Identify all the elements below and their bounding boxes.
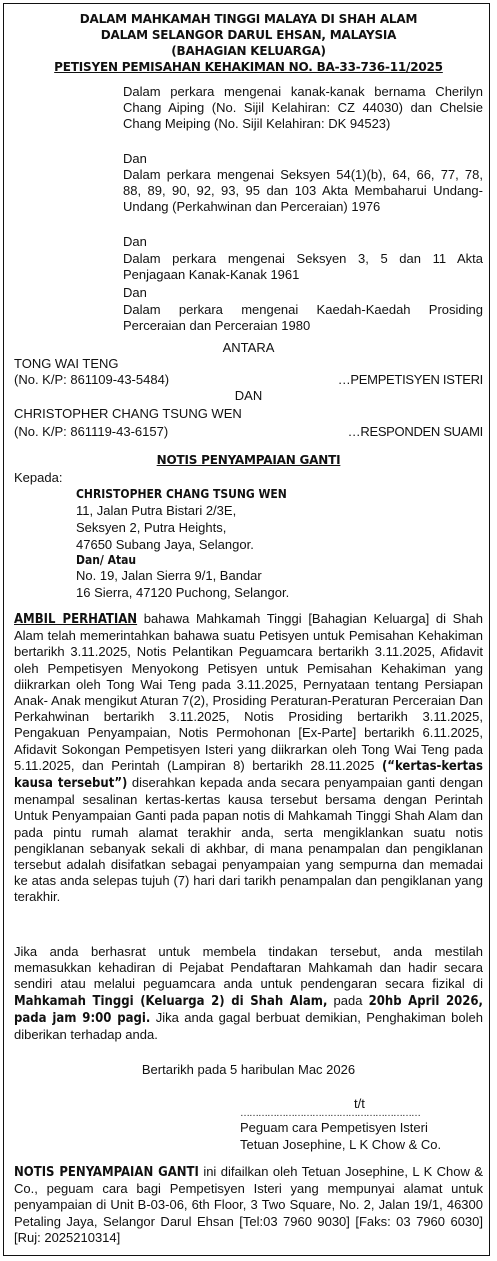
antara-label: ANTARA bbox=[222, 340, 275, 355]
dan-label: DAN bbox=[234, 388, 263, 403]
signature-line: …………………………………………………… bbox=[240, 1108, 420, 1119]
paragraph-2-text-end: Jika anda gagal berbuat demikian, Penghakiman boleh diberikan terhadap anda. bbox=[14, 1009, 483, 1043]
paragraph-1-text-end: diserahkan kepada anda secara penyampaian ganti dengan menampal sesalinan kertas-kertas kausa tersebut bersama dengan Perintah Untuk Penyampaian Ganti pada papan notis di Mahkamah Tinggi Shah Alam dan pada pintu rumah alamat terakhir anda, serta mengiklankan suatu notis pengiklanan sebanyak sekali di akhbar, di mana penampalan dan pengiklanan tersebut adalah disifatkan sebagai penyampaian yang sempurna dan memadai ke atas anda selepas tujuh (7) hari dari tarikh penampalan dan pengiklanan yang terakhir. bbox=[14, 775, 483, 905]
petitioner-name: TONG WAI TENG bbox=[14, 356, 119, 371]
recipient-address-2: Seksyen 2, Putra Heights, bbox=[76, 520, 227, 535]
recipient-address-3: 47650 Subang Jaya, Selangor. bbox=[76, 537, 254, 552]
recipient-address-4: No. 19, Jalan Sierra 9/1, Bandar bbox=[76, 568, 262, 583]
ambil-perhatian: AMBIL PERHATIAN bbox=[14, 612, 138, 627]
petitioner-id: (No. K/P: 861109-43-5484) bbox=[14, 372, 170, 387]
matter-statute-1961: Dalam perkara mengenai Seksyen 3, 5 dan 11 Akta Penjagaan Kanak-Kanak 1961 bbox=[123, 251, 483, 283]
matter-children: Dalam perkara mengenai kanak-kanak bernama Cherilyn Chang Aiping (No. Sijil Kelahiran: CZ 44030) dan Chelsie Chang Meiping (No. Sijil Kelahiran: DK 94523) bbox=[123, 84, 483, 132]
petitioner-role: …PEMPETISYEN ISTERI bbox=[337, 372, 483, 387]
notice-paragraph-2 bbox=[14, 944, 483, 1043]
court-name: DALAM MAHKAMAH TINGGI MALAYA DI SHAH ALAM bbox=[79, 12, 418, 26]
hearing-date: 20hb April 2026, pada jam 9:00 pagi. bbox=[14, 993, 483, 1026]
paragraph-1-text: bahawa Mahkamah Tinggi [Bahagian Keluarga] di Shah Alam telah memerintahkan bahawa suatu Petisyen untuk Pemisahan Kehakiman bertarikh 3.11.2025, Notis Pelantikan Peguamcara bertarikh 3.11.2025, Afidavit oleh Pempetisyen Menyokong Petisyen untuk Pemisahan Kehakiman yang diikrarkan oleh Tong Wai Teng pada 3.11.2025, Pernyataan tentang Persiapan Anak- Anak mengikut Aturan 7(2), Prosiding Peraturan-Peraturan Perceraian Dan Perkahwinan bertarikh 3.11.2025, Notis Prosiding bertarikh 3.11.2025, Pengakuan Penyampaian, Notis Permohonan [Ex-Parte] bertarikh 6.11.2025, Afidavit Sokongan Pempetisyen Isteri yang diikrarkan oleh Tong Wai Teng pada 5.11.2025, dan Perintah (Lampiran 8) bertarikh 28.11.2025 bbox=[14, 611, 484, 773]
filing-note-lead: NOTIS PENYAMPAIAN GANTI bbox=[14, 1165, 199, 1180]
petition-number: PETISYEN PEMISAHAN KEHAKIMAN NO. BA-33-736-11/2025 bbox=[54, 60, 443, 74]
recipient-address-1: 11, Jalan Putra Bistari 2/3E, bbox=[76, 503, 237, 518]
filing-note bbox=[14, 1164, 483, 1246]
signature-firm: Tetuan Josephine, L K Chow & Co. bbox=[240, 1137, 442, 1152]
signature-mark: t/t bbox=[354, 1096, 365, 1111]
matter-statute-1976: Dalam perkara mengenai Seksyen 54(1)(b), 64, 66, 77, 78, 88, 89, 90, 92, 93, 95 dan 103 Akta Membaharui Undang-Undang (Perkahwinan dan Perceraian) 1976 bbox=[123, 167, 483, 215]
recipient-or: Dan/ Atau bbox=[76, 553, 137, 567]
paragraph-2-text: Jika anda berhasrat untuk membela tindakan tersebut, anda mestilah memasukkan kehadiran di Pejabat Pendaftaran Mahkamah dan hadir secara sendiri atau melalui peguamcara anda untuk pendengaran secara fizikal di bbox=[14, 944, 483, 992]
matter-rules-1980: Dalam perkara mengenai Kaedah-Kaedah Prosiding Perceraian dan Perceraian 1980 bbox=[123, 302, 483, 334]
kertas-kausa-term: (“kertas-kertas kausa tersebut”) bbox=[14, 758, 483, 792]
kepada-label: Kepada: bbox=[14, 470, 63, 485]
paragraph-2-pada: pada bbox=[327, 992, 369, 1008]
dated-line: Bertarikh pada 5 haribulan Mac 2026 bbox=[141, 1062, 356, 1077]
respondent-id: (No. K/P: 861119-43-6157) bbox=[14, 424, 169, 439]
recipient-name: CHRISTOPHER CHANG TSUNG WEN bbox=[76, 487, 287, 501]
court-state: DALAM SELANGOR DARUL EHSAN, MALAYSIA bbox=[100, 28, 397, 42]
notice-title: NOTIS PENYAMPAIAN GANTI bbox=[156, 453, 341, 467]
recipient-address-5: 16 Sierra, 47120 Puchong, Selangor. bbox=[76, 585, 290, 600]
respondent-name: CHRISTOPHER CHANG TSUNG WEN bbox=[14, 406, 242, 421]
matter-dan-1: Dan bbox=[123, 151, 147, 166]
signature-role: Peguam cara Pempetisyen Isteri bbox=[240, 1120, 428, 1135]
matter-dan-2: Dan bbox=[123, 234, 147, 249]
court-division: (BAHAGIAN KELUARGA) bbox=[171, 44, 326, 58]
filing-note-text: ini difailkan oleh Tetuan Josephine, L K Chow & Co., peguam cara bagi Pempetisyen Isteri yang mempunyai alamat untuk penyampaian di Unit B-03-06, 6th Floor, 3 Two Square, No. 2, Jalan 19/1, 46300 Petaling Jaya, Selangor Darul Ehsan [Tel:03 7960 9030] [Faks: 03 7960 6030] [Ruj: 2025210314] bbox=[14, 1164, 483, 1245]
respondent-role: …RESPONDEN SUAMI bbox=[347, 424, 483, 439]
matter-dan-3: Dan bbox=[123, 285, 147, 300]
hearing-court: Mahkamah Tinggi (Keluarga 2) di Shah Alam, bbox=[14, 993, 328, 1009]
notice-paragraph-1 bbox=[14, 611, 483, 906]
